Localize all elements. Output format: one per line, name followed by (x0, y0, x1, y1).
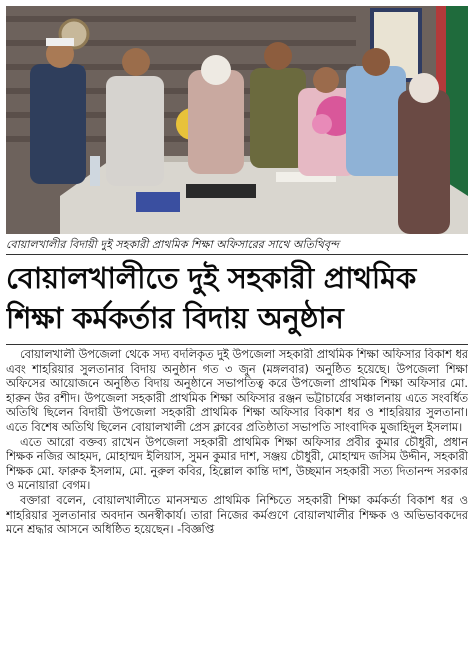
headline (6, 258, 468, 338)
photo-illustration (6, 6, 468, 234)
paragraph-3: বক্তারা বলেন, বোয়ালখালীতে মানসম্মত প্রাথমিক নিশ্চিতে সহকারী শিক্ষা কর্মকর্তা বিকাশ ধর ও শাহরিয়ার সুলতানার অবদান অনস্বীকার্য। তারা নিজের কর্মগুণে বোয়ালখালীর শিক্ষক ও অভিভাবকদের মনে শ্রদ্ধার আসনে অধিষ্ঠিত হয়েছেন। -বিজ্ঞপ্তি (6, 493, 468, 537)
paragraph-2: এতে আরো বক্তব্য রাখেন উপজেলা সহকারী প্রাথমিক শিক্ষা অফিসার প্রবীর কুমার চৌধুরী, প্রধান শিক্ষক নজির আহমদ, মোহাম্মদ ইলিয়াস, সুমন কুমার দাশ, সঞ্জয় চৌধুরী, মোহাম্মদ জসিম উদ্দীন, সহকারী শিক্ষক মো. ফারুক ইসলাম, মো. নুরুল কবির, হিল্লোল কান্তি দাশ, উচ্ছমান সহকারী সত্য দিতানন্দ সরকার ও মনোয়ারা বেগম। (6, 435, 468, 493)
article-body (6, 348, 468, 648)
photo-caption: বোয়ালখালীর বিদায়ী দুই সহকারী প্রাথমিক শিক্ষা অফিসারের সাথে অতিথিবৃন্দ (6, 236, 468, 255)
headline-divider (6, 344, 468, 345)
headline-line-2: শিক্ষা কর্মকর্তার বিদায় অনুষ্ঠান (6, 301, 344, 335)
headline-line-1: বোয়ালখালীতে দুই সহকারী প্রাথমিক (6, 261, 416, 295)
news-photo (6, 6, 468, 234)
paragraph-1: বোয়ালখালী উপজেলা থেকে সদ্য বদলিকৃত দুই উপজেলা সহকারী প্রাথমিক শিক্ষা অফিসার বিকাশ ধর এবং শাহরিয়ার সুলতানার বিদায় অনুষ্ঠান গত ৩ জুন (মঙ্গলবার) অনুষ্ঠিত হয়েছে। উপজেলা শিক্ষা অফিসের আয়োজনে অনুষ্ঠিত বিদায় অনুষ্ঠানে সভাপতিত্ব করে উপজেলা প্রাথমিক শিক্ষা অফিসার মো. হারুন উর রশীদ। উপজেলা সহকারী প্রাথমিক শিক্ষা অফিসার রঞ্জন ভট্টাচার্যের সঞ্চালনায় এতে সংবর্ধিত অতিথি ছিলেন বিদায়ী উপজেলা সহকারী প্রাথমিক শিক্ষা অফিসার বিকাশ ধর ও শাহরিয়ার সুলতানা। এতে বিশেষ অতিথি ছিলেন বোয়ালখালী প্রেস ক্লাবের প্রতিষ্ঠাতা সভাপতি সাংবাদিক মুজাহিদুল ইসলাম। (6, 348, 468, 434)
